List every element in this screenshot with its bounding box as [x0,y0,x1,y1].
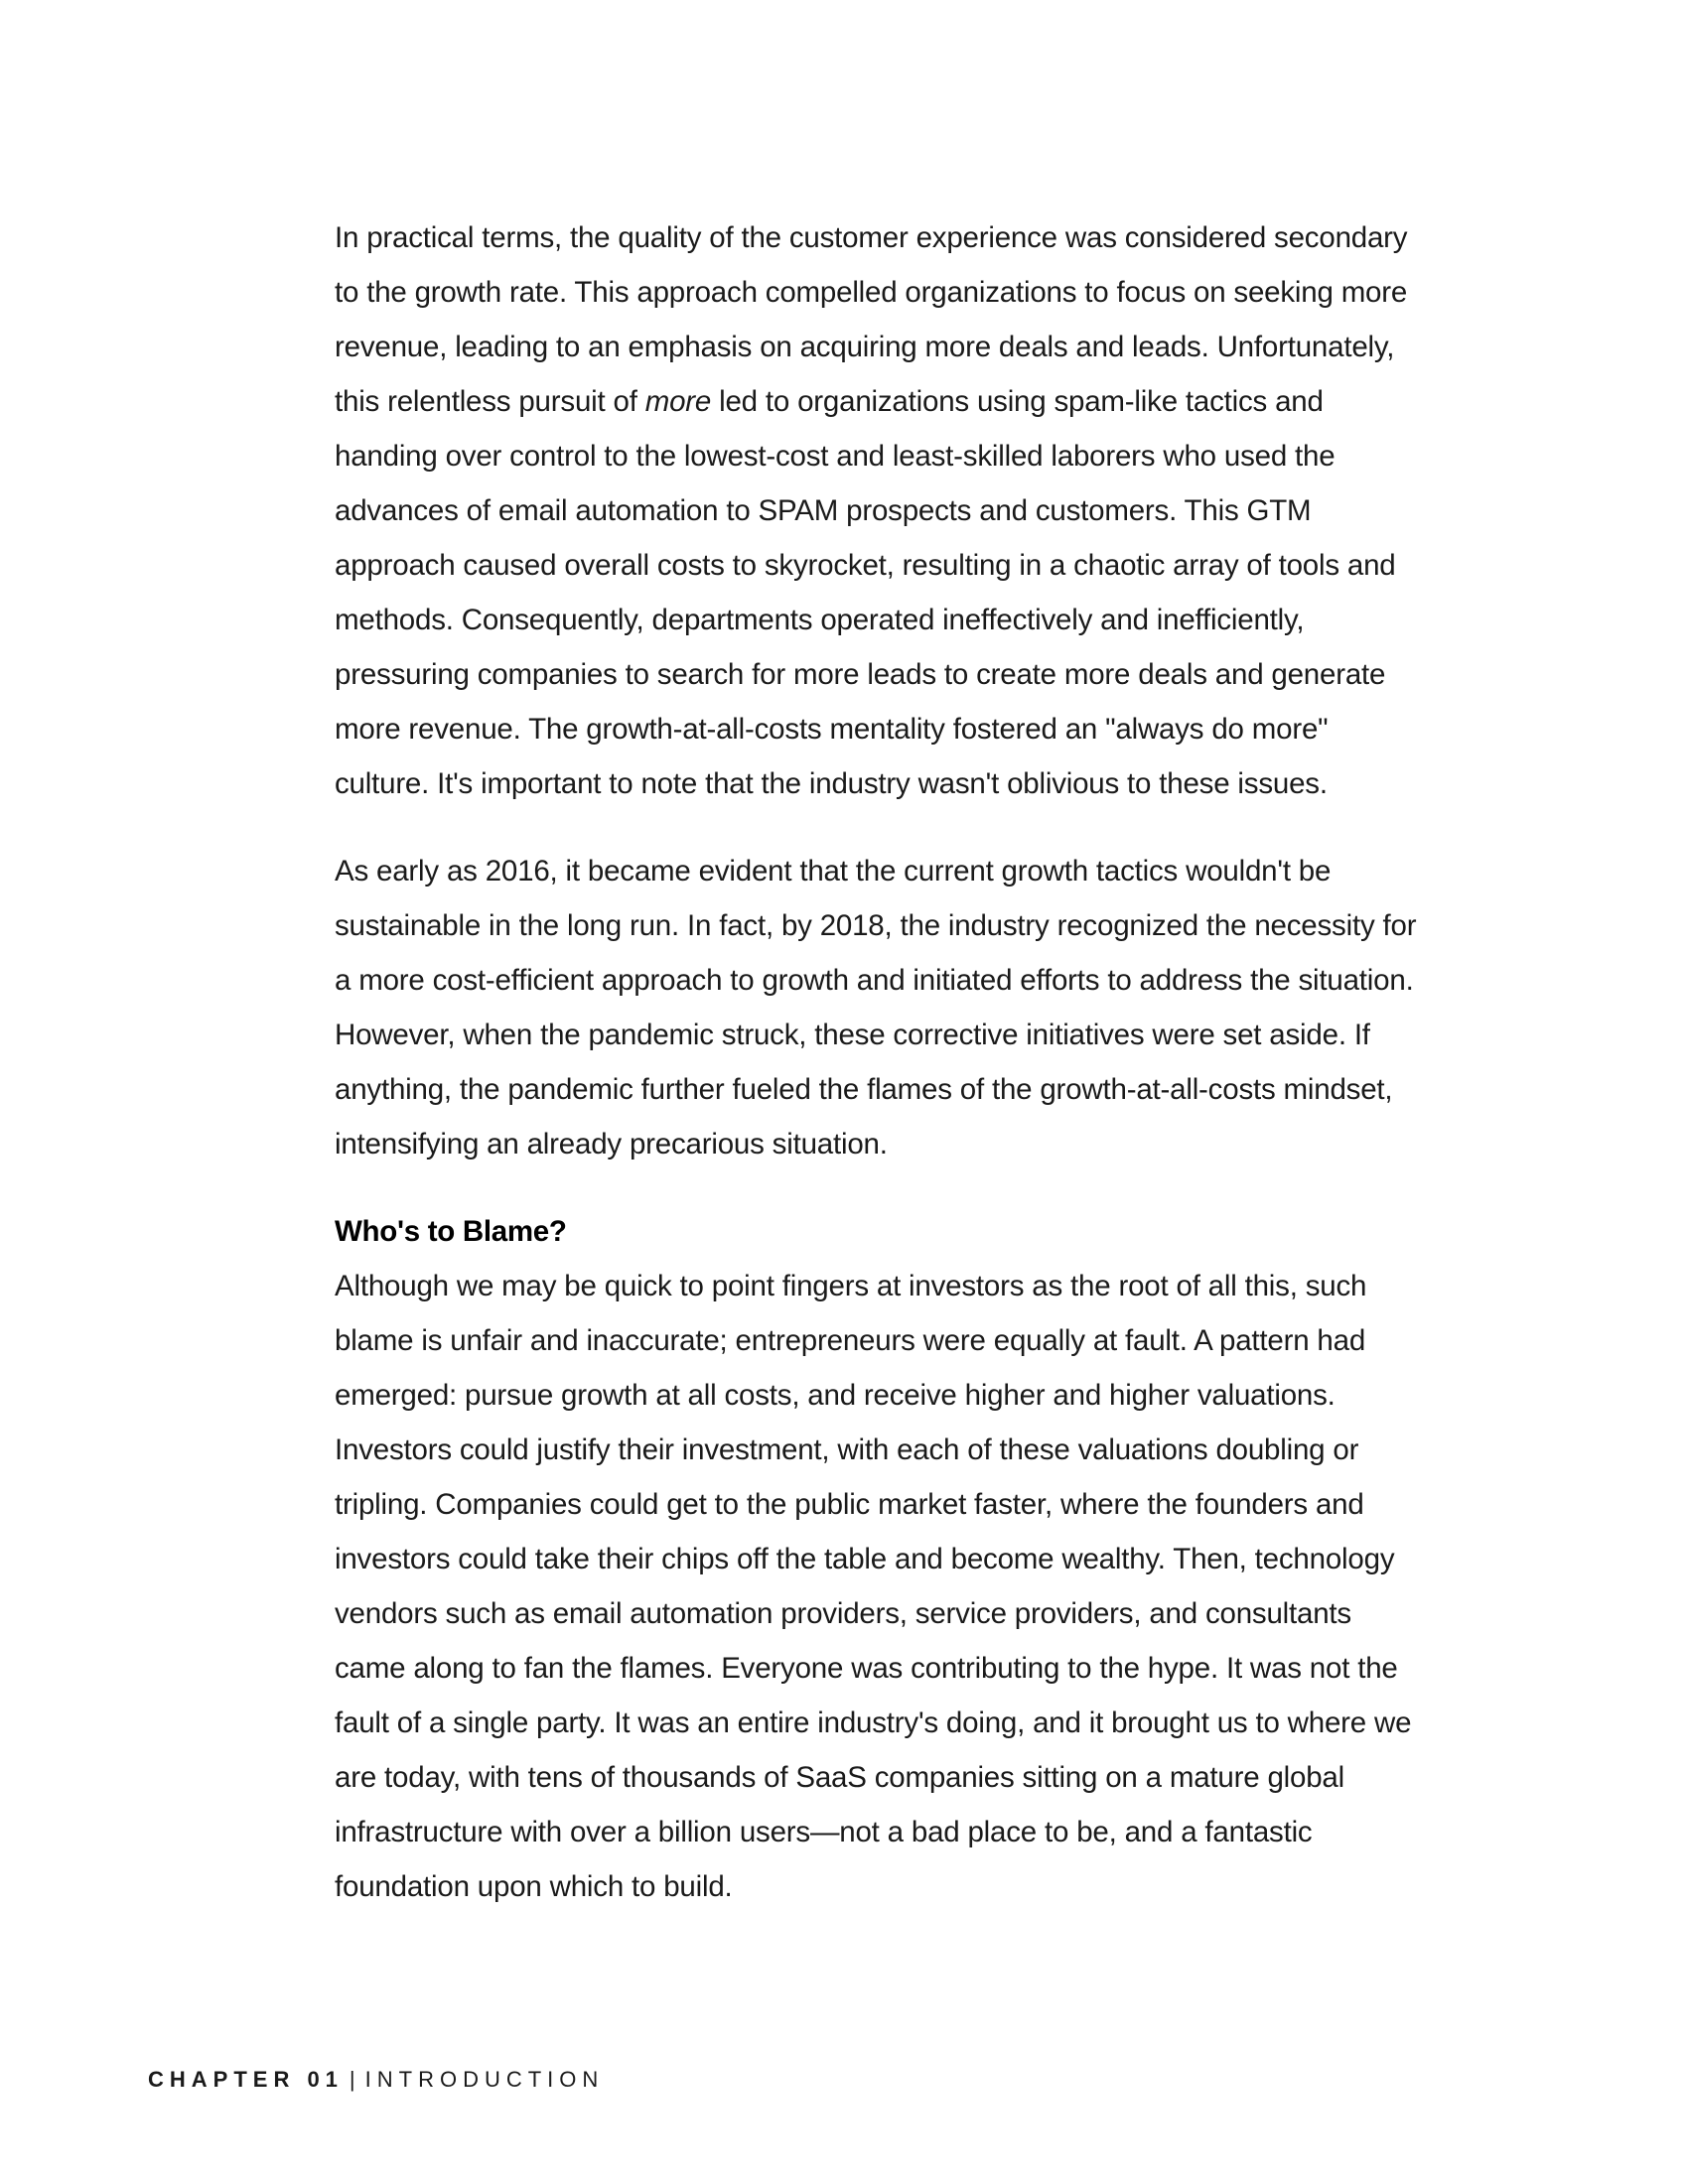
page-footer [148,2065,604,2095]
footer-section-label: INTRODUCTION [364,2067,605,2092]
paragraph-pandemic: As early as 2016, it became evident that the current growth tactics wouldn't be sustainable in the long run. In fact, by 2018, the industry recognized the necessity for a more cost-efficient approach to growth and initiated efforts to address the situation. However, when the pandemic struck, these corrective initiatives were set aside. If anything, the pandemic further fueled the flames of the growth-at-all-costs mindset, intensifying an already precarious situation. [335,855,1417,1160]
paragraph-text: led to organizations using spam-like tactics and handing over control to the lowest-cost and least-skilled laborers who used the advances of email automation to SPAM prospects and customers. This GTM approach caused overall costs to skyrocket, resulting in a chaotic array of tools and methods. Consequently, departments operated ineffectively and inefficiently, pressuring companies to search for more leads to create more deals and generate more revenue. The growth-at-all-costs mentality fostered an "always do more" culture. It's important to note that the industry wasn't oblivious to these issues. [335,385,1396,800]
emphasized-word: more [644,385,712,418]
paragraph-growth-priority [335,210,1417,811]
footer-chapter-label: CHAPTER 01 [148,2067,344,2092]
footer-separator: | [349,2067,361,2092]
paragraph-blame: Although we may be quick to point fingers at investors as the root of all this, such blame is unfair and inaccurate; entrepreneurs were equally at fault. A pattern had emerged: pursue growth at all costs, and receive higher and higher valuations. Investors could justify their investment, with each of these valuations doubling or tripling. Companies could get to the public market faster, where the founders and investors could take their chips off the table and become wealthy. Then, technology vendors such as email automation providers, service providers, and consultants came along to fan the flames. Everyone was contributing to the hype. It was not the fault of a single party. It was an entire industry's doing, and it brought us to where we are today, with tens of thousands of SaaS companies sitting on a mature global infrastructure with over a billion users—not a bad place to be, and a fantastic foundation upon which to build. [335,1270,1412,1903]
section-heading: Who's to Blame? [335,1215,567,1248]
paragraph-text: In practical terms, the quality of the customer experience was considered secondary to the growth rate. This approach compelled organizations to focus on seeking more revenue, leading to an emphasis on acquiring more deals and leads. Unfortunately, this relentless pursuit of [335,221,1408,418]
page-body [335,210,1417,1914]
